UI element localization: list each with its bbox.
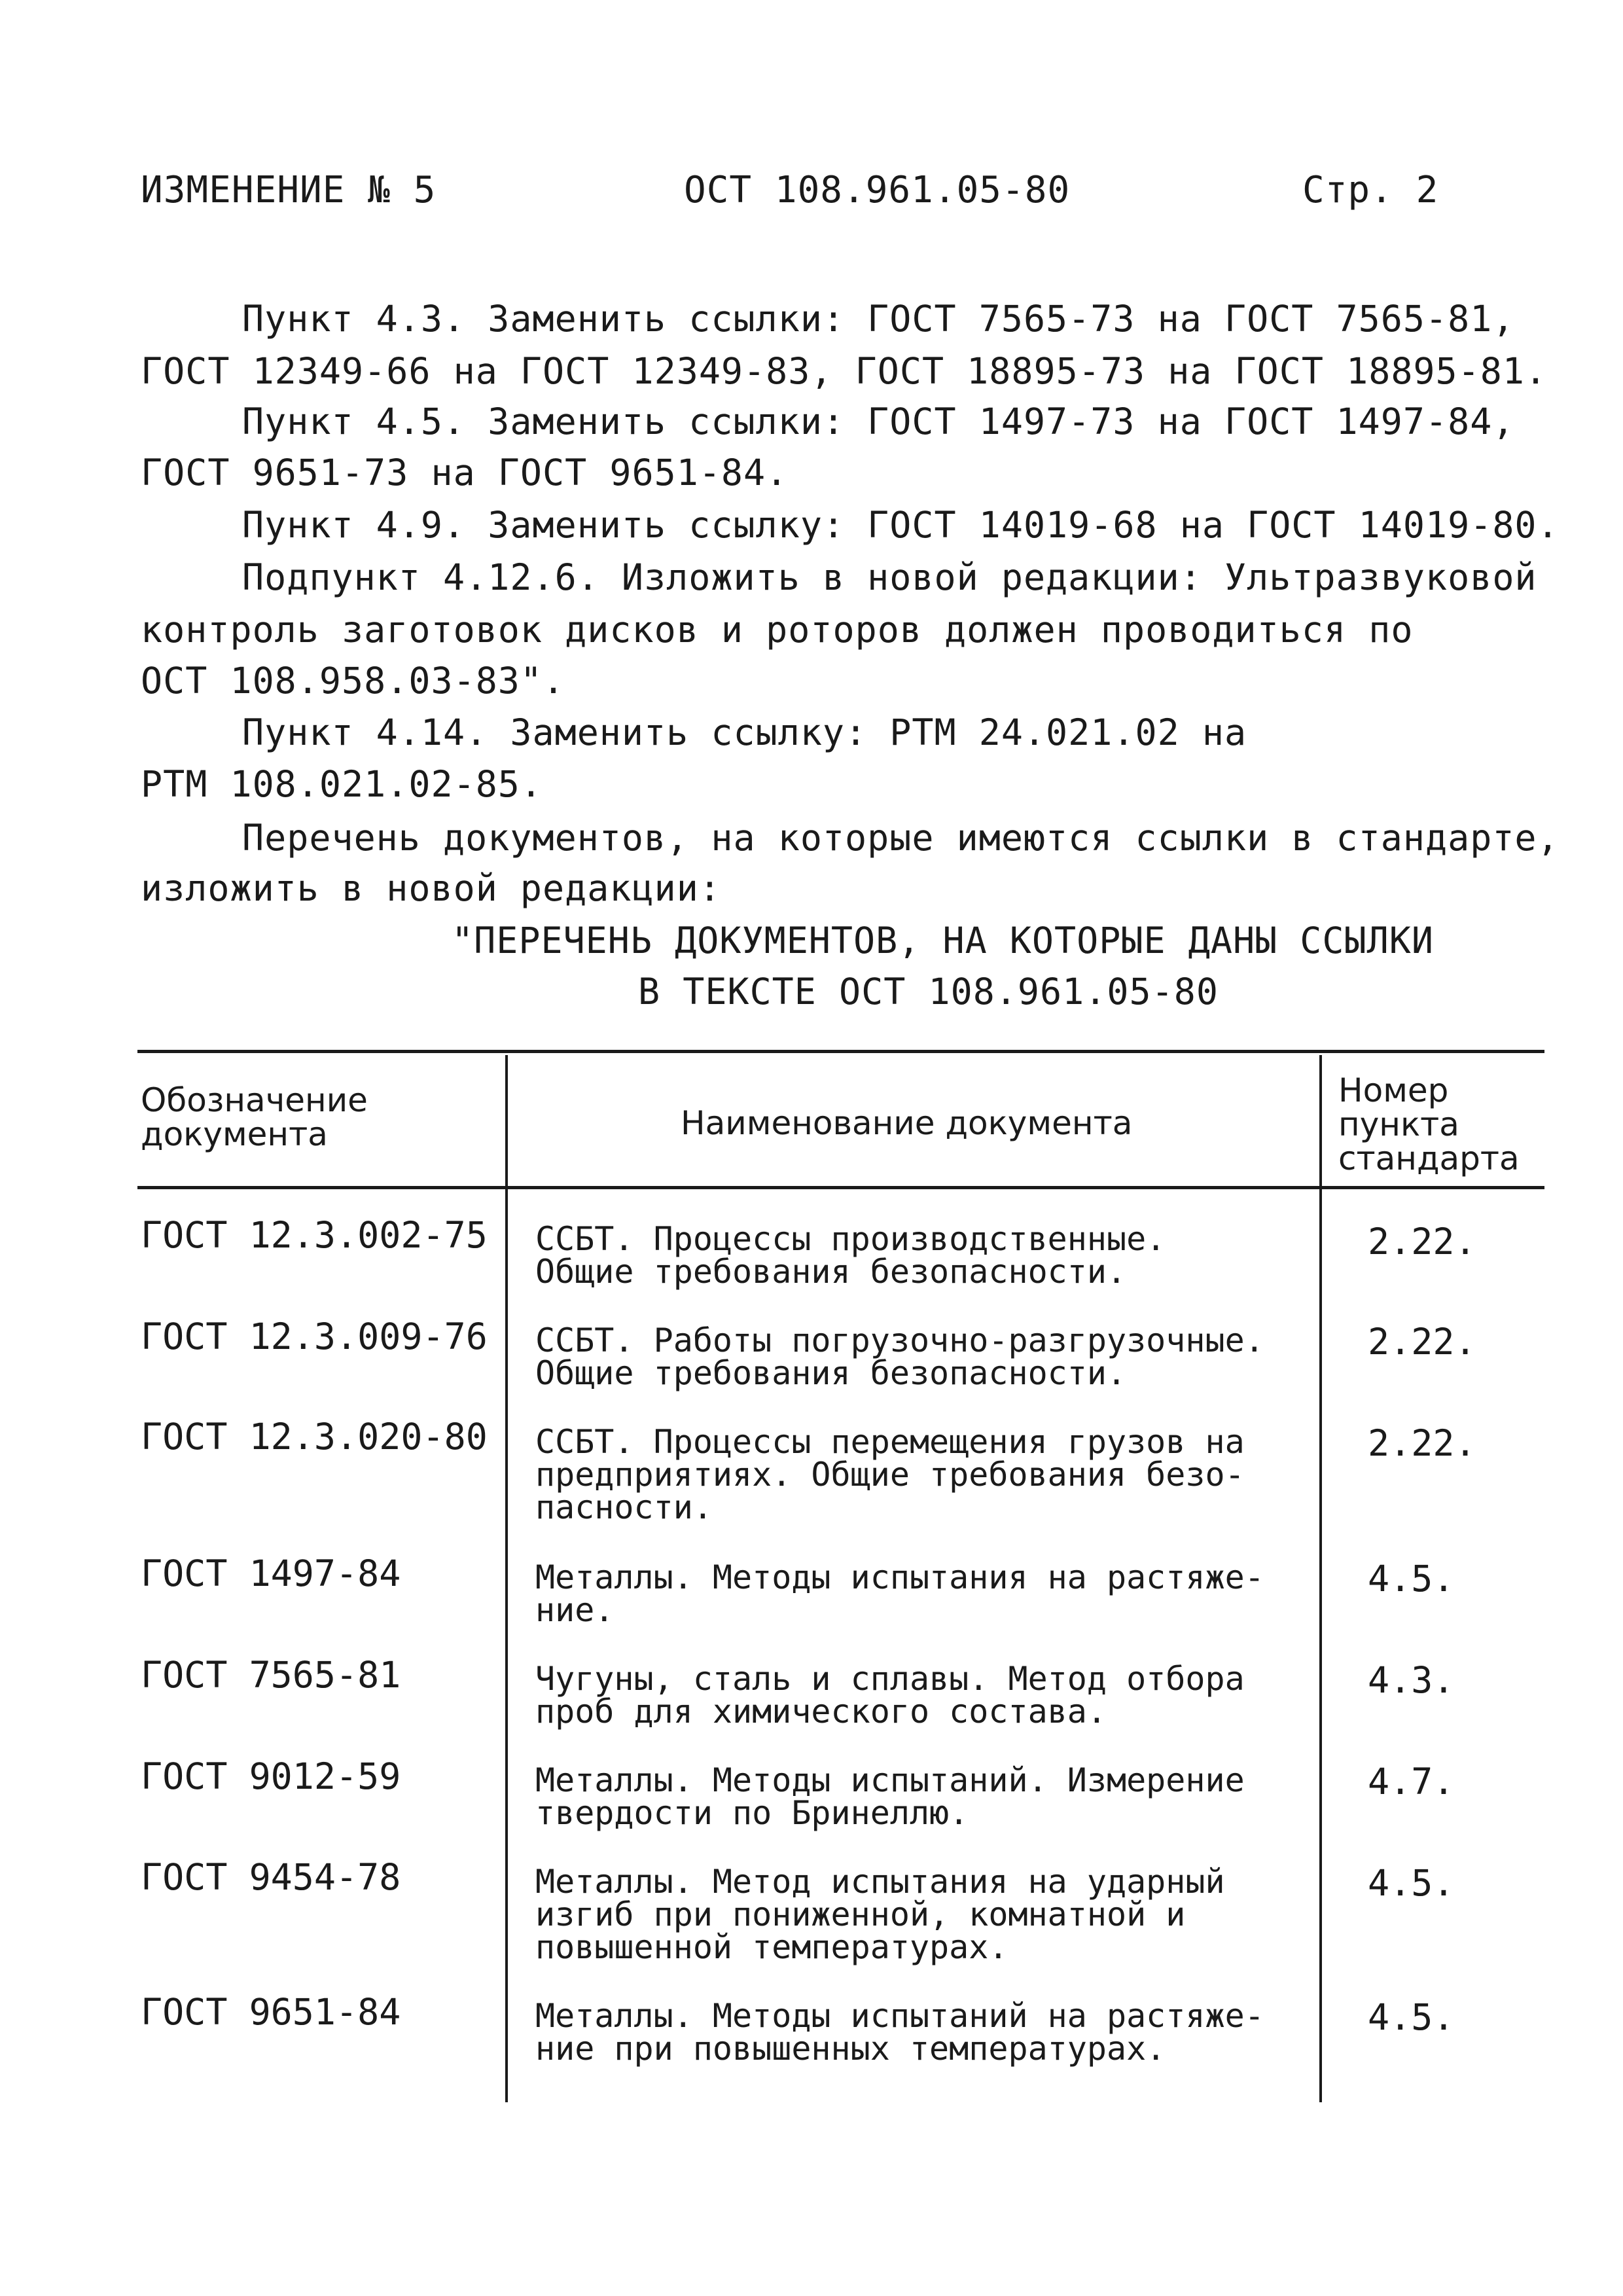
column-header-num: Номер пункта стандарта bbox=[1338, 1071, 1520, 1177]
body-line: Пункт 4.9. Заменить ссылку: ГОСТ 14019-68 на ГОСТ 14019-80. bbox=[242, 504, 1560, 546]
page-number: Стр. 2 bbox=[1302, 169, 1439, 211]
table-cell-code: ГОСТ 9651-84 bbox=[141, 1991, 401, 2033]
table-cell-name: Металлы. Методы испытания на растяже- ние. bbox=[535, 1558, 1264, 1629]
table-cell-name: ССБТ. Процессы перемещения грузов на предприятиях. Общие требования безо- пасности. bbox=[535, 1423, 1245, 1526]
table-header-rule bbox=[137, 1186, 1544, 1189]
body-line: Пункт 4.3. Заменить ссылки: ГОСТ 7565-73 на ГОСТ 7565-81, bbox=[242, 298, 1515, 340]
table-cell-num: 4.5. bbox=[1368, 1558, 1455, 1600]
table-column-divider bbox=[1319, 1055, 1322, 2102]
table-cell-name: ССБТ. Процессы производственные. Общие требования безопасности. bbox=[535, 1220, 1166, 1291]
table-cell-code: ГОСТ 1497-84 bbox=[141, 1552, 401, 1594]
table-cell-num: 2.22. bbox=[1368, 1321, 1476, 1363]
body-line: РТМ 108.021.02-85. bbox=[141, 763, 543, 805]
table-cell-name: Металлы. Метод испытания на ударный изгиб при пониженной, комнатной и повышенной температурах. bbox=[535, 1863, 1225, 1966]
body-line: ГОСТ 12349-66 на ГОСТ 12349-83, ГОСТ 18895-73 на ГОСТ 18895-81. bbox=[141, 350, 1548, 392]
table-cell-code: ГОСТ 9012-59 bbox=[141, 1755, 401, 1797]
table-cell-num: 4.7. bbox=[1368, 1761, 1455, 1803]
table-cell-name: Металлы. Методы испытаний. Измерение твердости по Бринеллю. bbox=[535, 1761, 1245, 1832]
table-top-rule bbox=[137, 1050, 1544, 1053]
list-title: В ТЕКСТЕ ОСТ 108.961.05-80 bbox=[638, 971, 1219, 1013]
body-line: ГОСТ 9651-73 на ГОСТ 9651-84. bbox=[141, 452, 789, 493]
body-line: изложить в новой редакции: bbox=[141, 867, 721, 909]
table-cell-code: ГОСТ 12.3.009-76 bbox=[141, 1316, 488, 1357]
change-number: ИЗМЕНЕНИЕ № 5 bbox=[141, 169, 437, 211]
table-cell-code: ГОСТ 12.3.002-75 bbox=[141, 1214, 488, 1256]
table-cell-code: ГОСТ 9454-78 bbox=[141, 1856, 401, 1898]
body-line: Подпункт 4.12.6. Изложить в новой редакции: Ультразвуковой bbox=[242, 556, 1537, 598]
table-cell-num: 4.5. bbox=[1368, 1996, 1455, 2038]
table-cell-code: ГОСТ 7565-81 bbox=[141, 1654, 401, 1696]
column-header-name: Наименование документа bbox=[681, 1104, 1133, 1142]
body-line: Пункт 4.14. Заменить ссылку: РТМ 24.021.02 на bbox=[242, 711, 1247, 753]
table-cell-num: 4.3. bbox=[1368, 1659, 1455, 1701]
table-cell-code: ГОСТ 12.3.020-80 bbox=[141, 1416, 488, 1458]
table-cell-num: 2.22. bbox=[1368, 1221, 1476, 1263]
table-cell-name: Металлы. Методы испытаний на растяже- ние при повышенных температурах. bbox=[535, 1997, 1264, 2068]
body-line: Пункт 4.5. Заменить ссылки: ГОСТ 1497-73 на ГОСТ 1497-84, bbox=[242, 401, 1515, 442]
table-cell-num: 2.22. bbox=[1368, 1422, 1476, 1464]
body-line: ОСТ 108.958.03-83". bbox=[141, 660, 565, 702]
table-cell-name: ССБТ. Работы погрузочно-разгрузочные. Общие требования безопасности. bbox=[535, 1321, 1264, 1392]
list-title: "ПЕРЕЧЕНЬ ДОКУМЕНТОВ, НА КОТОРЫЕ ДАНЫ ССЫЛКИ bbox=[452, 920, 1434, 961]
table-cell-name: Чугуны, сталь и сплавы. Метод отбора проб для химического состава. bbox=[535, 1660, 1245, 1731]
table-cell-num: 4.5. bbox=[1368, 1862, 1455, 1904]
body-line: контроль заготовок дисков и роторов должен проводиться по bbox=[141, 609, 1414, 651]
column-header-code: Обозначение документа bbox=[141, 1081, 368, 1153]
table-column-divider bbox=[505, 1055, 508, 2102]
standard-code: ОСТ 108.961.05-80 bbox=[684, 169, 1071, 211]
body-line: Перечень документов, на которые имеются ссылки в стандарте, bbox=[242, 817, 1560, 859]
